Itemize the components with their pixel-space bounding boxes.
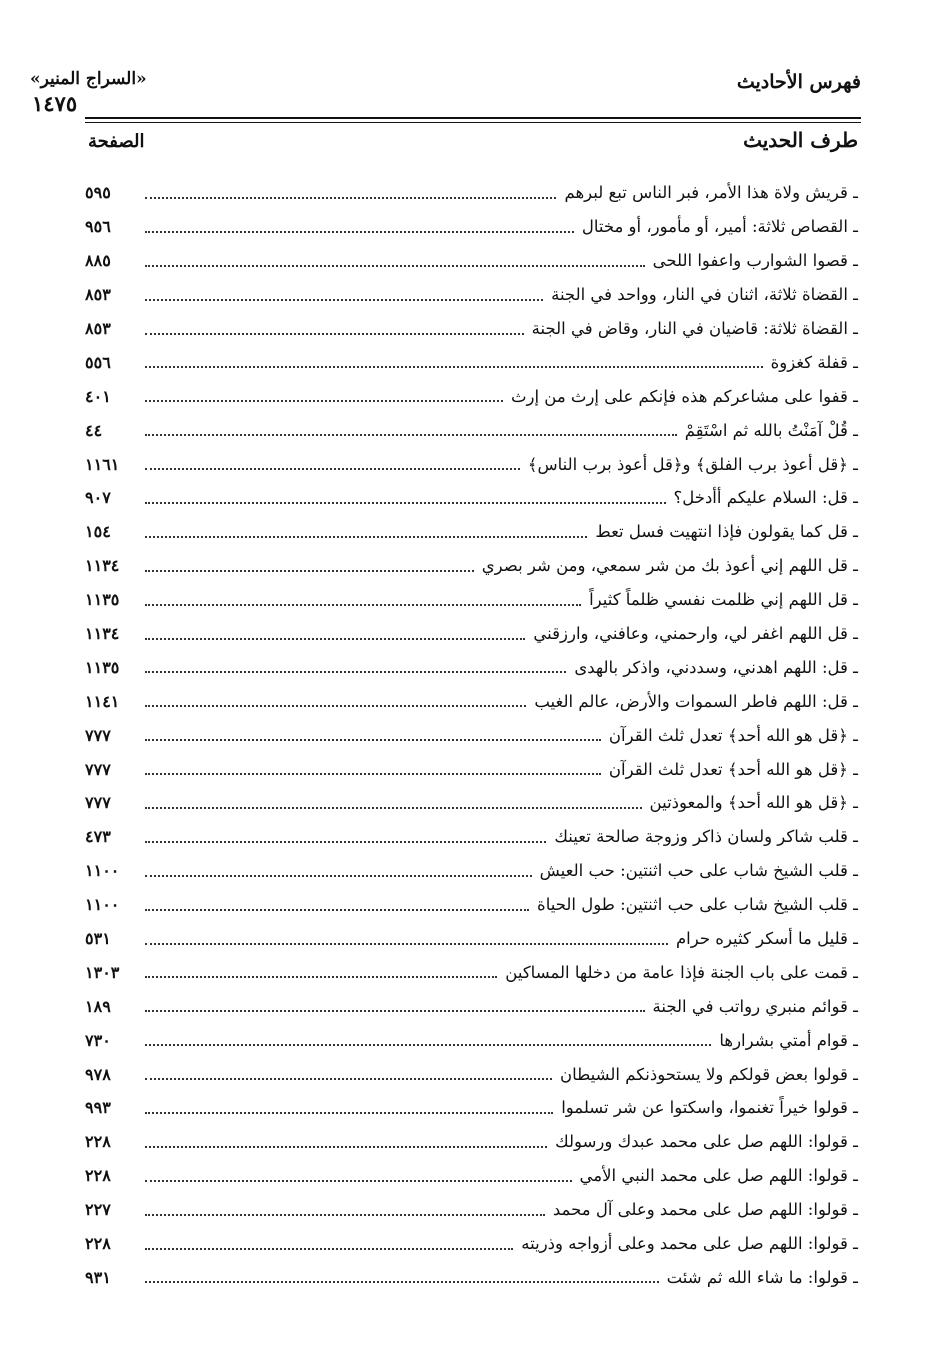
entry-page-number: ٩٧٨ xyxy=(85,1064,111,1084)
index-entry xyxy=(85,1023,858,1057)
dot-leader xyxy=(145,943,668,945)
entry-text: ـ قل: اللهم اهدني، وسددني، واذكر بالهدى xyxy=(574,657,858,677)
index-entry xyxy=(85,447,858,481)
index-entry xyxy=(85,176,858,210)
dot-leader xyxy=(145,604,581,606)
entry-text: ـ ﴿قل هو الله أحد﴾ تعدل ثلث القرآن xyxy=(608,725,858,745)
entry-page-number: ١١٠٠ xyxy=(85,895,120,915)
entry-text: ـ قولوا بعض قولكم ولا يستحوذنكم الشيطان xyxy=(559,1064,858,1084)
dot-leader xyxy=(145,705,526,707)
entry-text: ـ قصوا الشوارب واعفوا اللحى xyxy=(652,251,858,271)
dot-leader xyxy=(145,434,677,436)
entry-text: ـ قفلة كغزوة xyxy=(770,352,858,372)
index-entry xyxy=(85,583,858,617)
entry-page-number: ١٥٤ xyxy=(85,522,111,542)
entry-page-number: ٧٧٧ xyxy=(85,793,111,813)
entry-page-number: ٥٣١ xyxy=(85,929,111,949)
entry-text: ـ القضاة ثلاثة، اثنان في النار، وواحد في الجنة xyxy=(551,285,858,305)
section-title: فهرس الأحاديث xyxy=(736,71,861,93)
entry-text: ـ قل كما يقولون فإذا انتهيت فسل تعط xyxy=(595,522,858,542)
entry-page-number: ٥٥٦ xyxy=(85,352,111,372)
entry-text: ـ قولوا: اللهم صل على محمد وعلى أزواجه وذريته xyxy=(521,1234,858,1254)
entry-text: ـ قل اللهم إني أعوذ بك من شر سمعي، ومن شر بصري xyxy=(481,556,858,576)
dot-leader xyxy=(145,773,601,775)
running-head xyxy=(30,65,861,116)
dot-leader xyxy=(145,1044,711,1046)
entry-text: ـ القضاة ثلاثة: قاضيان في النار، وقاض في الجنة xyxy=(531,319,858,338)
entry-page-number: ٥٩٥ xyxy=(85,183,111,203)
entry-page-number: ٧٧٧ xyxy=(85,725,111,745)
entry-text: ـ قولوا: اللهم صل على محمد النبي الأمي xyxy=(579,1166,858,1186)
entry-text: ـ قل: السلام عليكم أأدخل؟ xyxy=(673,488,858,508)
entry-page-number: ٤٠١ xyxy=(85,386,111,406)
dot-leader xyxy=(145,570,474,572)
dot-leader xyxy=(145,807,642,809)
page-column-heading: الصفحة xyxy=(88,131,145,152)
entry-page-number: ١١٣٥ xyxy=(85,657,120,677)
index-entry xyxy=(85,1159,858,1193)
index-entry xyxy=(85,650,858,684)
dot-leader xyxy=(145,1180,572,1182)
index-entry xyxy=(85,481,858,515)
entry-page-number: ١١٣٤ xyxy=(85,556,120,576)
entry-page-number: ٨٨٥ xyxy=(85,251,111,271)
book-title: «السراج المنير» xyxy=(30,69,147,89)
entry-page-number: ٩٣١ xyxy=(85,1267,111,1287)
index-entry xyxy=(85,413,858,447)
index-entry xyxy=(85,345,858,379)
index-entry xyxy=(85,752,858,786)
dot-leader xyxy=(145,1010,645,1012)
entry-text: ـ قريش ولاة هذا الأمر، فبر الناس تبع لبرهم xyxy=(564,183,858,203)
entry-page-number: ٩٩٣ xyxy=(85,1098,111,1118)
entry-text: ـ قلب الشيخ شاب على حب اثنتين: طول الحياة xyxy=(537,895,858,915)
entry-page-number: ١١٣٥ xyxy=(85,590,120,610)
dot-leader xyxy=(145,841,546,843)
index-entry xyxy=(85,278,858,312)
entry-text: ـ قولوا: ما شاء الله ثم شئت xyxy=(666,1267,858,1287)
dot-leader xyxy=(145,1281,659,1283)
dot-leader xyxy=(145,265,645,267)
dot-leader xyxy=(145,671,566,673)
entry-page-number: ٤٤ xyxy=(85,420,103,440)
entry-text: ـ القصاص ثلاثة: أمير، أو مأمور، أو مختال xyxy=(581,217,858,237)
dot-leader xyxy=(145,909,529,911)
index-entry xyxy=(85,210,858,244)
entry-page-number: ٧٧٧ xyxy=(85,759,111,779)
entry-text: ـ ﴿قل أعوذ برب الفلق﴾ و﴿قل أعوذ برب الناس﴾ xyxy=(527,454,858,474)
index-entry xyxy=(85,955,858,989)
index-entry xyxy=(85,549,858,583)
dot-leader xyxy=(145,502,666,504)
entry-page-number: ١٣٠٣ xyxy=(85,962,120,982)
index-entry xyxy=(85,1261,858,1295)
entry-text: ـ قفوا على مشاعركم هذه فإنكم على إرث من إرث xyxy=(510,386,858,406)
dot-leader xyxy=(145,536,587,538)
entry-text: ـ قل اللهم إني ظلمت نفسي ظلماً كثيراً xyxy=(589,590,858,610)
entry-text: ـ قولوا خيراً تغنموا، واسكتوا عن شر تسلموا xyxy=(561,1098,858,1118)
entry-page-number: ٨٥٣ xyxy=(85,319,111,338)
index-entry xyxy=(85,786,858,820)
dot-leader xyxy=(145,400,503,402)
entry-text: ـ ﴿قل هو الله أحد﴾ تعدل ثلث القرآن xyxy=(608,759,858,779)
dot-leader xyxy=(145,739,601,741)
index-entry xyxy=(85,1125,858,1159)
dot-leader xyxy=(145,231,574,233)
entry-text: ـ قل اللهم اغفر لي، وارحمني، وعافني، وارزقني xyxy=(533,624,858,644)
entry-page-number: ١٨٩ xyxy=(85,996,111,1016)
entry-text: ـ قلب شاكر ولسان ذاكر وزوجة صالحة تعينك xyxy=(554,827,858,847)
index-entry xyxy=(85,1091,858,1125)
index-entry xyxy=(85,1193,858,1227)
entry-page-number: ٤٧٣ xyxy=(85,827,111,847)
entry-page-number: ٩٥٦ xyxy=(85,217,111,237)
entry-text: ـ قوام أمتي بشرارها xyxy=(719,1030,858,1050)
entry-page-number: ١١٣٤ xyxy=(85,624,120,644)
dot-leader xyxy=(145,976,497,978)
entry-text: ـ قولوا: اللهم صل على محمد عبدك ورسولك xyxy=(555,1132,858,1152)
dot-leader xyxy=(145,1214,545,1216)
entry-page-number: ١١٤١ xyxy=(85,691,120,711)
entry-page-number: ٢٢٨ xyxy=(85,1132,111,1152)
entry-text: ـ قوائم منبري رواتب في الجنة xyxy=(652,996,858,1016)
dot-leader xyxy=(145,333,524,335)
entry-page-number: ١١٠٠ xyxy=(85,861,120,881)
index-entry xyxy=(85,515,858,549)
index-entry xyxy=(85,244,858,278)
dot-leader xyxy=(145,1146,547,1148)
header-rule-thick xyxy=(85,117,861,119)
index-entry xyxy=(85,820,858,854)
index-entry xyxy=(85,312,858,346)
dot-leader xyxy=(145,366,763,368)
page-number: ١٤٧٥ xyxy=(32,91,78,116)
entry-page-number: ١١٦١ xyxy=(85,454,120,474)
index-entry xyxy=(85,684,858,718)
entry-text: ـ ﴿قل هو الله أحد﴾ والمعوذتين xyxy=(649,793,858,813)
entry-page-number: ٢٢٧ xyxy=(85,1200,111,1220)
entry-text: ـ قمت على باب الجنة فإذا عامة من دخلها المساكين xyxy=(505,962,858,982)
dot-leader xyxy=(145,468,520,470)
entry-text: ـ قلب الشيخ شاب على حب اثنتين: حب العيش xyxy=(539,861,858,881)
dot-leader xyxy=(145,299,543,301)
entry-page-number: ٨٥٣ xyxy=(85,285,111,305)
dot-leader xyxy=(145,197,556,199)
index-entry xyxy=(85,989,858,1023)
dot-leader xyxy=(145,1078,552,1080)
index-entry xyxy=(85,922,858,956)
dot-leader xyxy=(145,638,525,640)
dot-leader xyxy=(145,1248,513,1250)
index-entry xyxy=(85,854,858,888)
entry-page-number: ٩٠٧ xyxy=(85,488,111,508)
entry-text: ـ قليل ما أسكر كثيره حرام xyxy=(675,929,858,949)
hadith-column-heading: طرف الحديث xyxy=(743,128,858,152)
entry-text: ـ قُلْ آمَنْتُ بالله ثم اسْتَقِمْ xyxy=(684,420,858,440)
index-entry xyxy=(85,379,858,413)
index-entry xyxy=(85,1227,858,1261)
index-entry xyxy=(85,888,858,922)
index-entry xyxy=(85,1057,858,1091)
index-entry xyxy=(85,718,858,752)
entry-page-number: ٧٣٠ xyxy=(85,1030,111,1050)
entry-page-number: ٢٢٨ xyxy=(85,1234,111,1254)
entry-text: ـ قل: اللهم فاطر السموات والأرض، عالم الغيب xyxy=(534,691,858,711)
index-entry xyxy=(85,617,858,651)
entry-text: ـ قولوا: اللهم صل على محمد وعلى آل محمد xyxy=(552,1200,858,1220)
dot-leader xyxy=(145,1112,553,1114)
index-entries xyxy=(85,176,858,1294)
dot-leader xyxy=(145,875,532,877)
header-rule-thin xyxy=(85,122,861,123)
book-title-block xyxy=(30,69,147,116)
entry-page-number: ٢٢٨ xyxy=(85,1166,111,1186)
